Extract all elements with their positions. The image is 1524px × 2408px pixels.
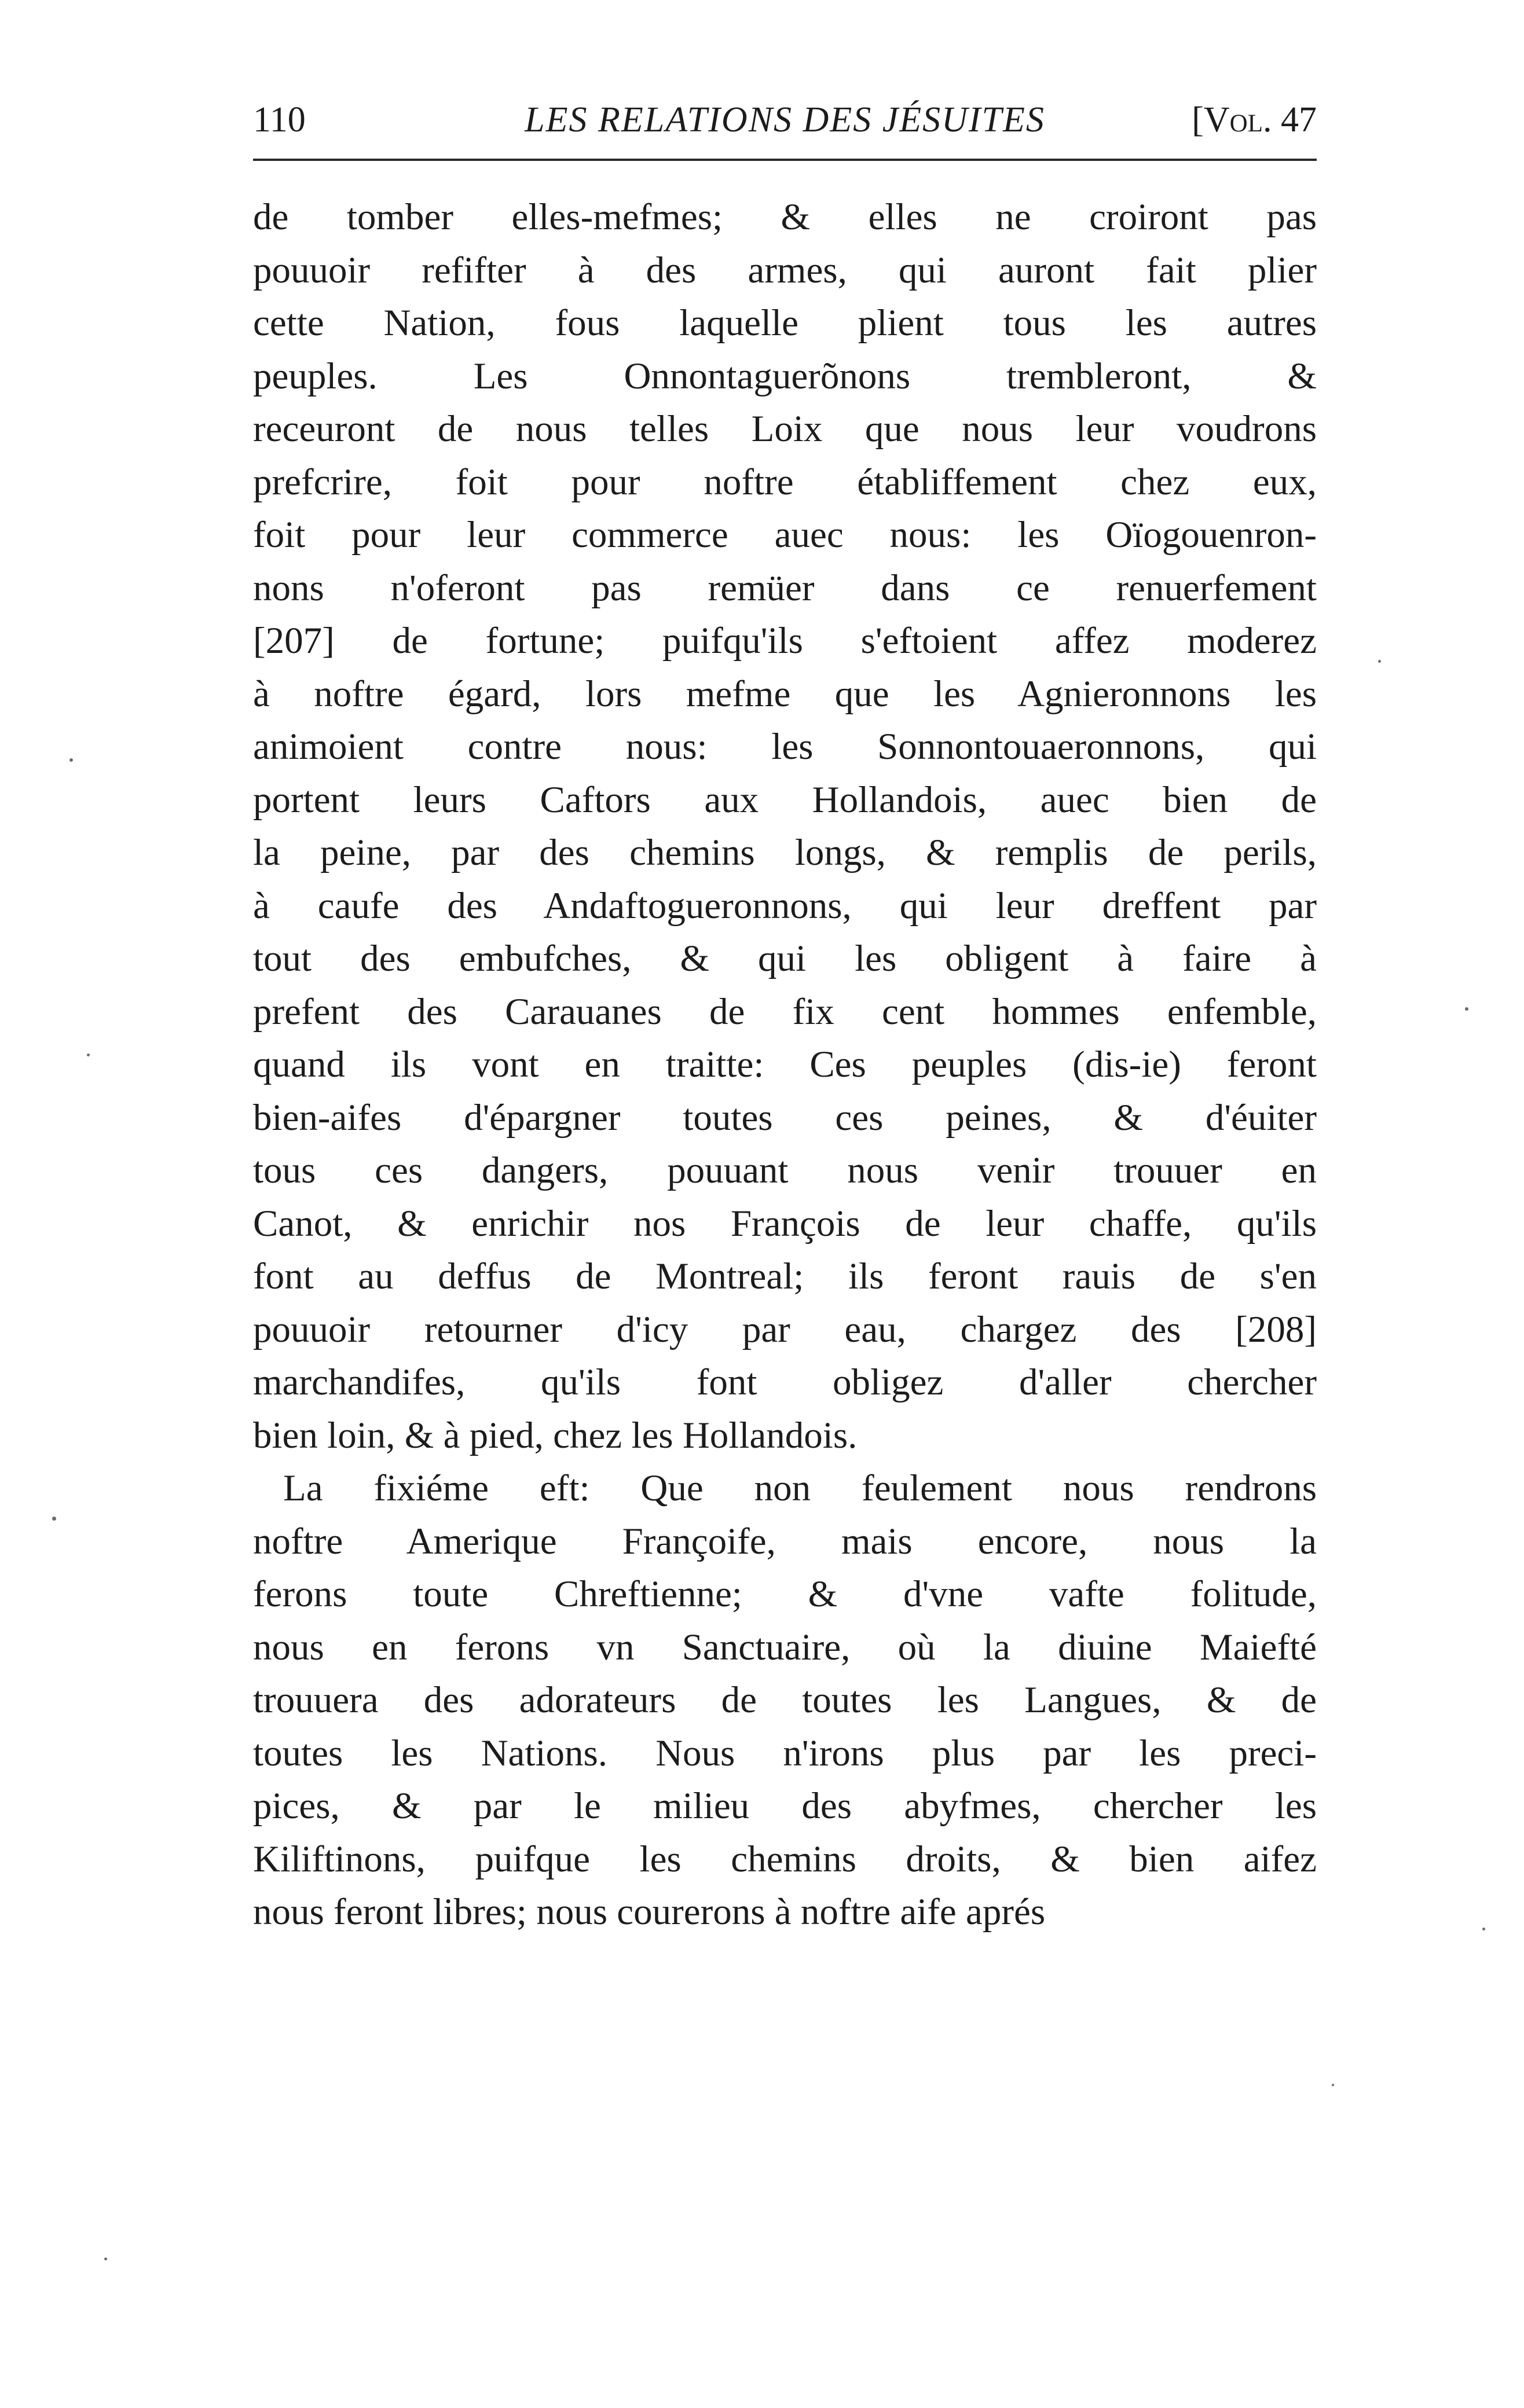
text-line: noftre Amerique Françoife, mais encore, nous la bbox=[253, 1520, 1317, 1562]
text-line: prefent des Carauanes de fix cent hommes enfemble, bbox=[253, 990, 1317, 1033]
text-line: [207] de fortune; puifqu'ils s'eftoient affez moderez bbox=[253, 620, 1317, 662]
text-line: foit pour leur commerce auec nous: les Oïogouenron- bbox=[253, 514, 1317, 556]
running-header bbox=[253, 94, 1317, 146]
scan-speck bbox=[1482, 1928, 1485, 1930]
header-rule bbox=[253, 159, 1317, 161]
text-line: pouuoir retourner d'icy par eau, chargez des [208] bbox=[253, 1308, 1317, 1350]
text-line: nons n'oferont pas remüer dans ce renuerfement bbox=[253, 567, 1317, 609]
scan-speck bbox=[1332, 2084, 1334, 2086]
scan-speck bbox=[104, 2258, 107, 2260]
paragraph bbox=[253, 191, 1317, 1462]
text-line: nous en ferons vn Sanctuaire, où la diuine Maiefté bbox=[253, 1626, 1317, 1668]
text-line: Kiliftinons, puifque les chemins droits, & bien aifez bbox=[253, 1838, 1317, 1880]
paragraph bbox=[253, 1462, 1317, 1939]
text-line: tout des embufches, & qui les obligent à faire à bbox=[253, 938, 1317, 979]
text-line: tous ces dangers, pouuant nous venir trouuer en bbox=[253, 1150, 1317, 1191]
text-line: quand ils vont en traitte: Ces peuples (dis-ie) feront bbox=[253, 1044, 1317, 1085]
scan-speck bbox=[87, 1054, 90, 1056]
text-line: marchandifes, qu'ils font obligez d'aller chercher bbox=[253, 1361, 1317, 1403]
text-line: trouuera des adorateurs de toutes les Langues, & de bbox=[253, 1679, 1317, 1721]
text-line: toutes les Nations. Nous n'irons plus par les preci- bbox=[253, 1732, 1317, 1774]
text-line: la peine, par des chemins longs, & remplis de perils, bbox=[253, 832, 1317, 873]
scan-speck bbox=[52, 1517, 56, 1521]
text-line: pouuoir refifter à des armes, qui auront fait plier bbox=[253, 249, 1317, 291]
text-line: peuples. Les Onnontaguerõnons trembleront, & bbox=[253, 355, 1317, 397]
text-line: nous feront libres; nous courerons à noftre aife aprés bbox=[253, 1891, 1046, 1933]
text-line: animoient contre nous: les Sonnontouaeronnons, qui bbox=[253, 726, 1317, 768]
scan-speck bbox=[1465, 1007, 1468, 1011]
text-line: bien loin, & à pied, chez les Hollandois. bbox=[253, 1414, 858, 1456]
text-line: prefcrire, foit pour noftre établiffement chez eux, bbox=[253, 461, 1317, 503]
text-line: font au deffus de Montreal; ils feront rauis de s'en bbox=[253, 1256, 1317, 1297]
page-body-text bbox=[253, 191, 1317, 1939]
page-number: 110 bbox=[253, 100, 306, 140]
text-line: à noftre égard, lors mefme que les Agnieronnons les bbox=[253, 673, 1317, 715]
running-title: LES RELATIONS DES JÉSUITES bbox=[525, 100, 1045, 140]
text-line: Canot, & enrichir nos François de leur chaffe, qu'ils bbox=[253, 1202, 1317, 1245]
text-line: pices, & par le milieu des abyfmes, chercher les bbox=[253, 1785, 1317, 1827]
text-line: ferons toute Chreftienne; & d'vne vafte folitude, bbox=[253, 1573, 1317, 1615]
text-line: cette Nation, fous laquelle plient tous les autres bbox=[253, 302, 1317, 344]
text-line: receuront de nous telles Loix que nous leur voudrons bbox=[253, 408, 1317, 450]
text-line: à caufe des Andaftogueronnons, qui leur dreffent par bbox=[253, 884, 1317, 927]
scan-speck bbox=[1378, 660, 1381, 663]
text-line: La fixiéme eft: Que non feulement nous rendrons bbox=[283, 1467, 1317, 1509]
scan-speck bbox=[69, 758, 73, 762]
text-line: de tomber elles-mefmes; & elles ne croiront pas bbox=[253, 196, 1317, 238]
volume-label: [Vol. 47 bbox=[1192, 100, 1317, 140]
text-line: portent leurs Caftors aux Hollandois, auec bien de bbox=[253, 779, 1317, 821]
text-line: bien-aifes d'épargner toutes ces peines, & d'éuiter bbox=[253, 1096, 1317, 1139]
